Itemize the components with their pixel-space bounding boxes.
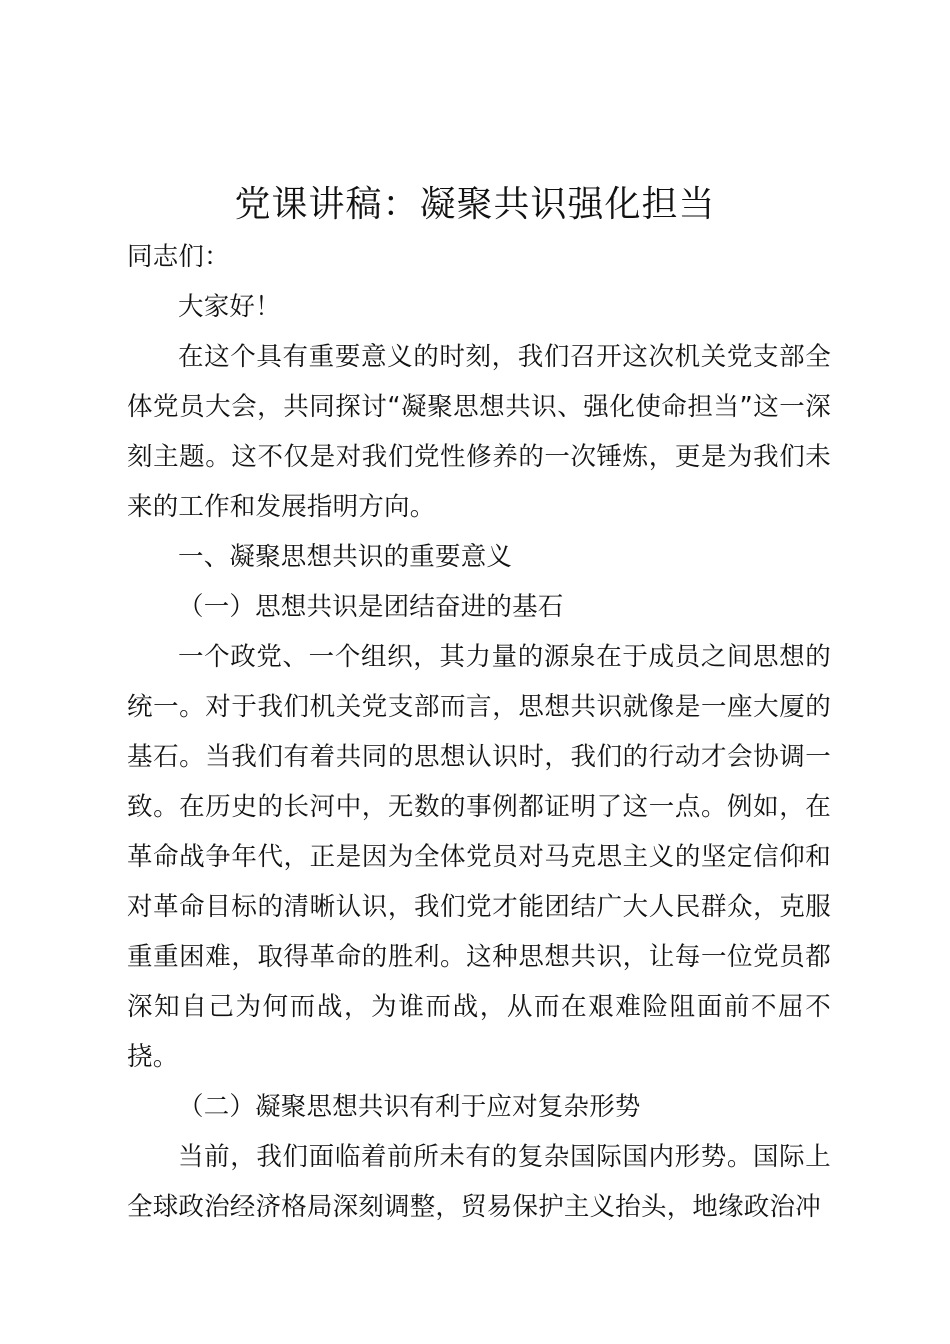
document-title: 党课讲稿：凝聚共识强化担当 (234, 184, 716, 225)
document-body (127, 232, 831, 1232)
paragraph-foundation: 一个政党、一个组织，其力量的源泉在于成员之间思想的统一。对于我们机关党支部而言，思想共识就像是一座大厦的基石。当我们有着共同的思想认识时，我们的行动才会协调一致。在历史的长河中，无数的事例都证明了这一点。例如，在革命战争年代，正是因为全体党员对马克思主义的坚定信仰和对革命目标的清晰认识，我们党才能团结广大人民群众，克服重重困难，取得革命的胜利。这种思想共识，让每一位党员都深知自己为何而战，为谁而战，从而在艰难险阻面前不屈不挠。 (127, 642, 831, 1072)
paragraph-situation: 当前，我们面临着前所未有的复杂国际国内形势。国际上全球政治经济格局深刻调整，贸易保护主义抬头，地缘政治冲 (127, 1142, 831, 1222)
salutation: 同志们： (127, 242, 230, 272)
subsection-heading-1-1: （一）思想共识是团结奋进的基石 (178, 592, 564, 622)
paragraph-intro: 在这个具有重要意义的时刻，我们召开这次机关党支部全体党员大会，共同探讨“凝聚思想共识、强化使命担当”这一深刻主题。这不仅是对我们党性修养的一次锤炼，更是为我们未来的工作和发展指明方向。 (127, 342, 831, 522)
section-heading-1: 一、凝聚思想共识的重要意义 (178, 542, 513, 572)
subsection-heading-1-2: （二）凝聚思想共识有利于应对复杂形势 (178, 1092, 641, 1122)
paragraph-greeting: 大家好！ (178, 292, 281, 322)
